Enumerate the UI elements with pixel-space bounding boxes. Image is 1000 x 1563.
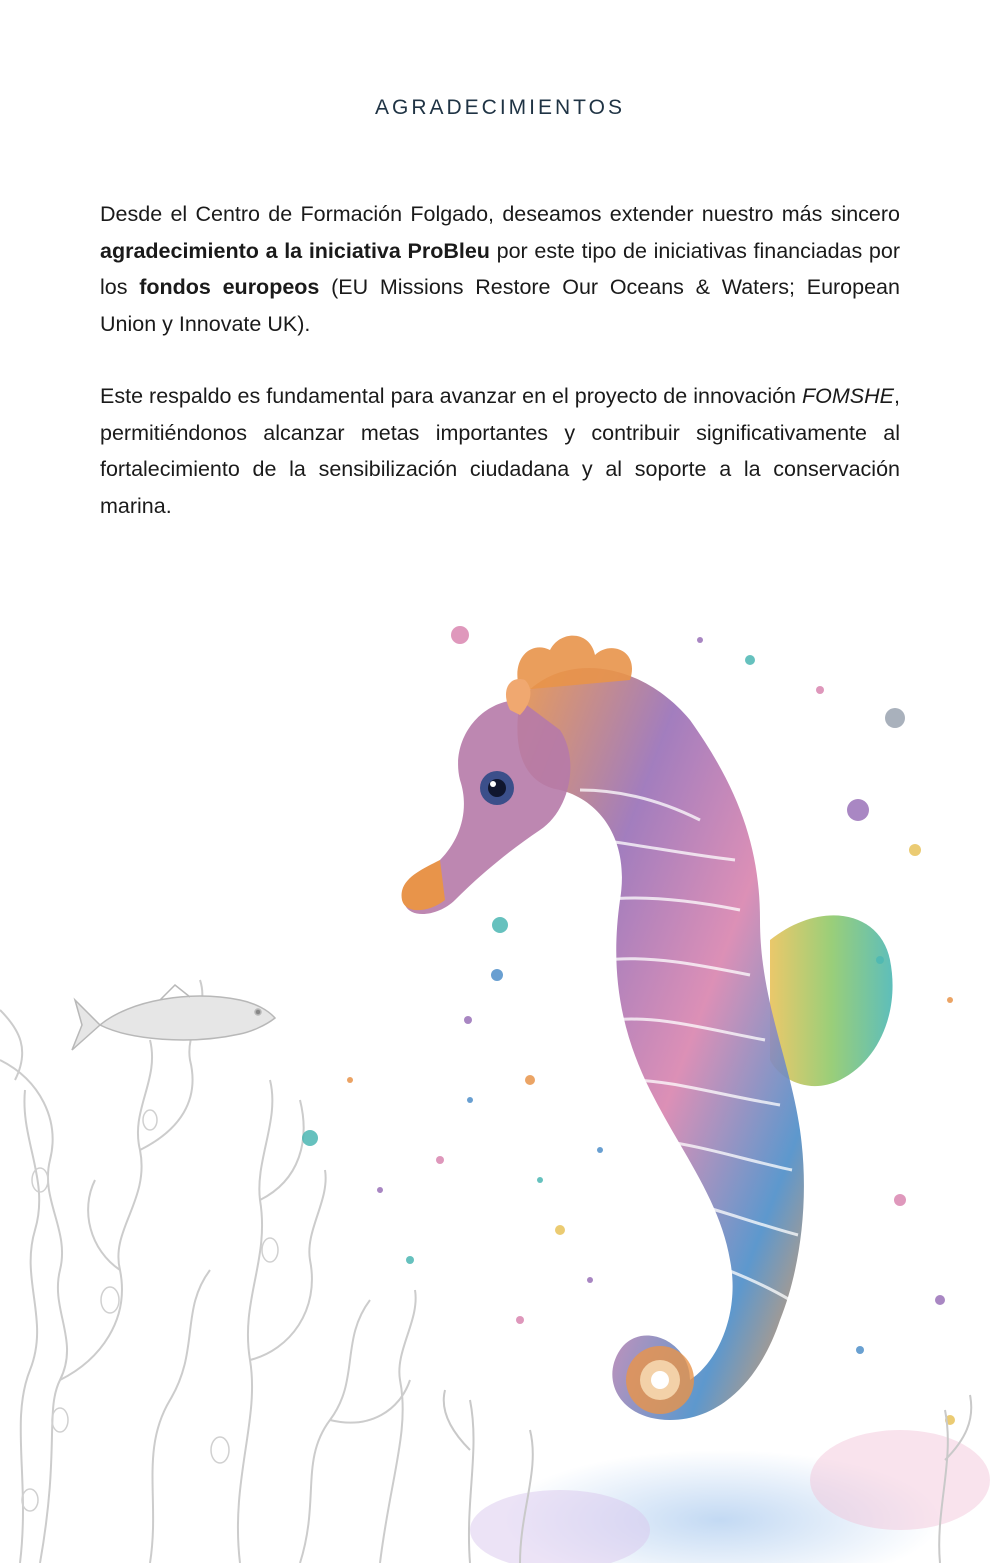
paragraph-1-text-3: (EU Missions Restore Our Oceans & Waters; European Union y Innovate UK).: [100, 275, 900, 336]
page-title: AGRADECIMIENTOS: [375, 96, 625, 119]
fish-sketch: [72, 985, 275, 1050]
paragraph-1-bold-2: fondos europeos: [139, 275, 320, 299]
paragraph-1-text-2: por este tipo de iniciativas financiadas por los: [100, 238, 901, 299]
dorsal-fin: [770, 915, 893, 1086]
paragraph-2-text-1: Este respaldo es fundamental para avanzar en el proyecto de innovación: [100, 384, 803, 408]
paragraph-1-text-1: Desde el Centro de Formación Folgado, deseamos extender nuestro más sincero: [100, 202, 900, 226]
acknowledgements-text: [100, 196, 900, 560]
paragraph-2: [100, 378, 900, 524]
paragraph-2-text-2: , permitiéndonos alcanzar metas importantes y contribuir significativamente al fortalecimiento de la sensibilización ciudadana y al soporte a la conservación marina.: [100, 384, 900, 518]
paragraph-1-bold-1: agradecimiento a la iniciativa ProBleu: [100, 238, 490, 263]
coral-sketch: [0, 980, 416, 1563]
paragraph-1: [100, 196, 900, 342]
paragraph-2-italic-1: FOMSHE: [802, 384, 895, 408]
seahorse-watercolor: [402, 636, 893, 1420]
